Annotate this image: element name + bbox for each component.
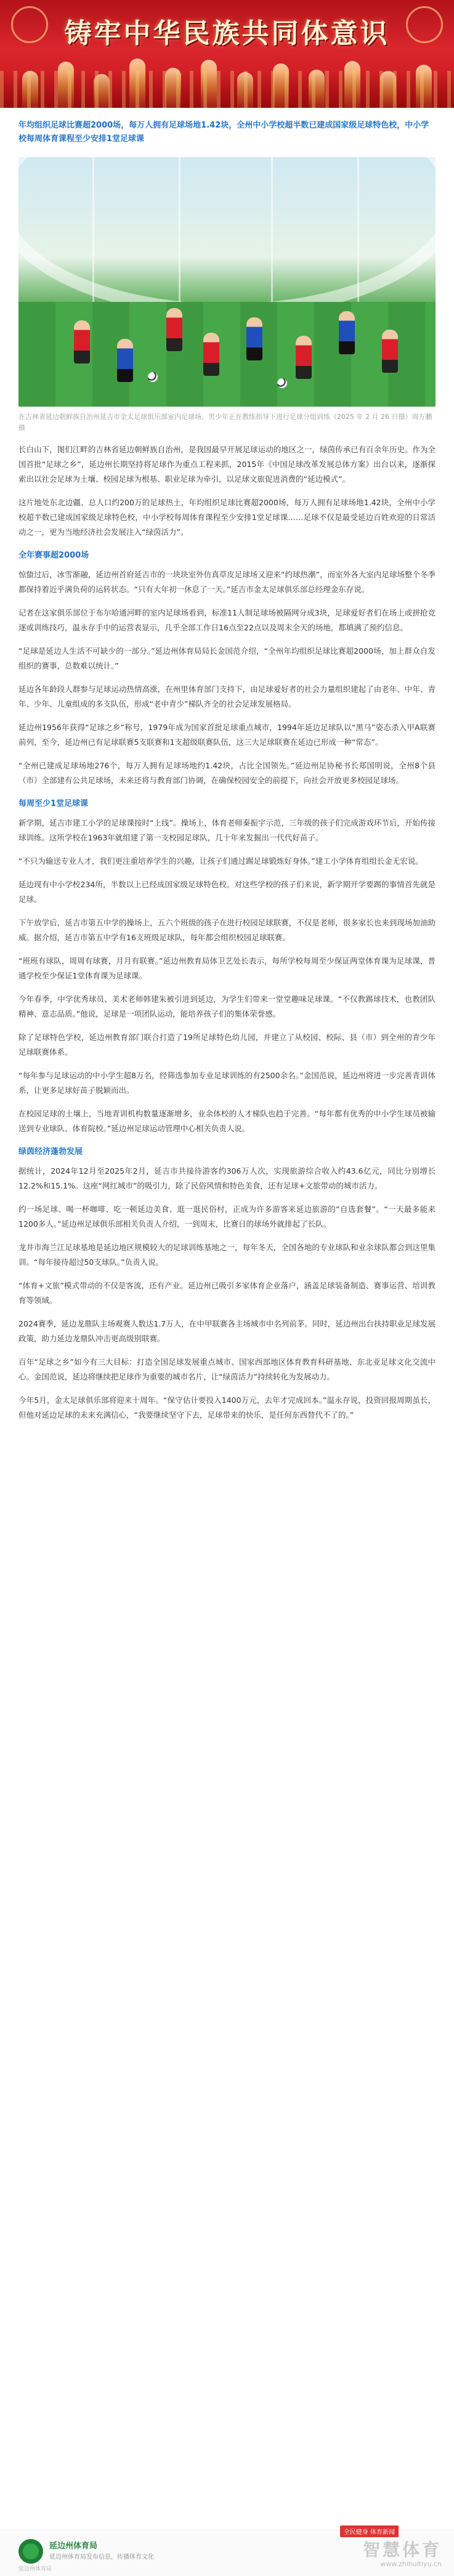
section-paragraph: 2024赛季，延边龙鼎队主场观赛人数达1.7万人，在中甲联赛各主场城市中名列前茅。同时，延边州出台扶持职业足球发展政策，助力延边龙鼎队冲击更高级别联赛。 xyxy=(18,1319,436,1343)
section-paragraph: 龙井市海兰江足球基地是延边地区规模较大的足球训练基地之一，每年冬天，全国各地的专业球队和业余球队都会到这里集训。“每年接待超过50支球队。”负责人说。 xyxy=(18,1243,436,1267)
section-paragraph: 延边各年龄段人群参与足球运动热情高涨，在州里体育部门支持下，由足球爱好者的社会力量组织建起了由老年、中年、青年、少年、儿童组成的多支队伍，形成“老中青少”梯队齐全的社会足球发展格局。 xyxy=(18,685,436,709)
section-heading: 绿茵经济蓬勃发展 xyxy=(18,1147,83,1156)
intro-paragraph: 这片地处东北边疆、总人口约200万的足球热土，年均组织足球比赛超2000场，每万人拥有足球场地1.42块，全州中小学校超半数已建成国家级足球特色校，中小学校每周体育课程至少安排1堂足球课……足球不仅是最受延边百姓欢迎的日常活动之一，更为当地经济社会发展注入“绿茵活力”。 xyxy=(18,498,436,537)
article-lead: 年均组织足球比赛超2000场，每万人拥有足球场地1.42块，全州中小学校超半数已建成国家级足球特色校，中小学校每周体育课程至少安排1堂足球课 xyxy=(18,121,429,144)
section-paragraph: “不只为输送专业人才，我们更注重培养学生的兴趣，让孩子们通过踢足球锻炼好身体。”建工小学体育组组长金无宏说。 xyxy=(18,856,423,866)
section-paragraph: 据统计，2024年12月至2025年2月，延吉市共接待游客约306万人次，实现旅游综合收入约43.6亿元，同比分别增长12.2%和15.1%。这座“网红城市”的吸引力，除了民俗风情和特色美食，还有足球+文旅带动的城市活力。 xyxy=(18,1166,436,1190)
section-paragraph: “全州已建成足球场地276个，每万人拥有足球场地约1.42块，占比全国领先。”延边州足协秘书长郑国明说，全州8个县（市）全部建有公共足球场，未来还将与教育部门协调，在确保校园安全的前提下，向社会开放更多校园足球场。 xyxy=(18,761,436,785)
intro-paragraphs xyxy=(0,442,454,540)
section-paragraph: 百年“足球之乡”如今有三大目标：打造全国足球发展重点城市、国家西部地区体育教育科研基地、东北亚足球文化交流中心。金国范说，延边将继续把足球作为重要的城市名片，让“绿茵活力”持续转化为发展动力。 xyxy=(18,1357,436,1381)
section-paragraph: 新学期，延吉市建工小学的足球课按时“上线”。操场上，体育老师秦振宇示范，三年级的孩子们完成游戏环节后，开始传接球训练。这所学校在1963年就组建了第一支校园足球队，几十年来发掘出一代代好苗子。 xyxy=(18,818,436,842)
org-subtitle: 延边州体育局发布信息，传播体育文化 xyxy=(49,2554,154,2561)
section-paragraph: “体育+文旅”模式带动的不仅是客流，还有产业。延边州已吸引多家体育企业落户，涵盖足球装备制造、赛事运营、培训教育等领域。 xyxy=(18,1281,436,1305)
section-heading: 全年赛事超2000场 xyxy=(18,551,89,560)
section-paragraph: 约一场足球、喝一杯咖啡、吃一顿延边美食、逛一逛民俗村，正成为许多游客来延边旅游的“自选套餐”。“一天最多能来1200多人。”延边州足球俱乐部相关负责人介绍，一到周末，比赛日的球场外就排起了长队。 xyxy=(18,1205,436,1229)
section-heading: 每周至少1堂足球课 xyxy=(18,799,89,808)
share-tag[interactable]: 全民健身 体育新闻 xyxy=(340,2525,399,2537)
section-paragraph: 延边现有中小学校234所，半数以上已经成国家级足球特色校。对这些学校的孩子们来说，新学期开学要踢的事情首先就是足球。 xyxy=(18,880,436,904)
org-logo-icon xyxy=(18,2539,43,2564)
section-paragraph: 在校园足球的土壤上，当地青训机构数量逐渐增多，业余体校的人才梯队也趋于完善。“每年都有优秀的中小学生球员被输送到专业球队、体育院校。”延边州足球运动管理中心相关负责人说。 xyxy=(18,1109,436,1133)
section-paragraph: “班班有球队，周周有球赛，月月有联赛。”延边州教育局体卫艺处长表示，每所学校每周至少保证两堂体育课为足球课，普通学校至少保证1堂体育课为足球课。 xyxy=(18,956,436,980)
section-paragraph: “每年参与足球运动的中小学生超8万名，经筛选参加专业足球训练的有2500余名。”金国范说，延边州将进一步完善青训体系，让更多足球好苗子脱颖而出。 xyxy=(18,1071,436,1095)
watermark: 智慧体育 xyxy=(362,2540,442,2560)
intro-paragraph: 长白山下，图们江畔的吉林省延边朝鲜族自治州，是我国最早开展足球运动的地区之一，绿茵传承已有百余年历史。作为全国首批“足球之乡”，延边州长期坚持将足球作为重点工程来抓，2015年《中国足球改革发展总体方案》出台以来，逐渐探索出以社会足球为土壤、校园足球为根基、职业足球为牵引，以足球文旅促进消费的“延边模式”。 xyxy=(18,445,436,484)
footer-note: 延边州体育局 xyxy=(18,2566,52,2572)
banner-pattern xyxy=(0,71,454,108)
section-paragraph: 延边州1956年获得“足球之乡”称号，1979年成为国家首批足球重点城市，1994年延边足球队以“黑马”姿态杀入甲A联赛前列，至今，延边州已有足球联赛5支联赛和1支超级联赛队伍，这三大足球联赛在延边已形成一种“常态”。 xyxy=(18,723,436,747)
section-paragraph: 除了足球特色学校，延边州教育部门联合打造了19所足球特色幼儿园，并建立了从校园、校际、县（市）到全州的青少年足球联赛体系。 xyxy=(18,1033,436,1057)
article-photo xyxy=(18,157,436,407)
article-sections xyxy=(0,548,454,1423)
watermark-url: www.zhihuitiyu.cn xyxy=(380,2560,442,2568)
banner xyxy=(0,0,454,108)
section-paragraph: 下午放学后，延吉市第五中学的操场上，五六个班级的孩子在进行校园足球联赛，不仅是老师，很多家长也来到现场加油助威。据介绍，延吉市第五中学有16支班级足球队，每年都会组织校园足球联赛。 xyxy=(18,918,436,942)
banner-title: 铸牢中华民族共同体意识 xyxy=(64,18,390,49)
section-paragraph: 记者在这家俱乐部位于布尔哈通河畔的室内足球场看到，标准11人制足球场被隔网分成3块，足球爱好者们在场上或拼抢竞逐或训练技巧，温永存手中的运营表显示，几乎全部工作日16点至22点以及周末全天的场地，都填满了预约信息。 xyxy=(18,608,436,632)
section-paragraph: “足球是延边人生活不可缺少的一部分。”延边州体育局局长金国范介绍，“全州年均组织足球比赛超2000场，加上群众自发组织的赛事，总数难以统计。” xyxy=(18,646,436,670)
org-name[interactable]: 延边州体育局 xyxy=(49,2541,98,2551)
section-paragraph: 今年5月，金太足球俱乐部将迎来十周年。“保守估计要投入1400万元，去年才完成回本。”温永存说，投资回报周期虽长，但他对延边足球的未来充满信心，“我要继续坚守下去，足球带来的快乐，是任何东西替代不了的。” xyxy=(18,1396,436,1420)
section-paragraph: 惊蛰过后，冰雪渐融，延边州首府延吉市的一块块室外仿真草皮足球场又迎来“约球热潮”，而室外各大室内足球场整个冬季都保持着近乎满负荷的运转状态。“只有大年初一休息了一天。”延吉市金太足球俱乐部总经理金东存说。 xyxy=(18,570,436,594)
photo-caption: 在吉林省延边朝鲜族自治州延吉市金太足球俱乐部室内足球场，男少年正在教练指导下进行足球分组训练（2025 年 2 月 26 日摄）周万鹏摄 xyxy=(18,413,432,432)
section-paragraph: 今年春季，中学优秀球员、美术老师韩建朱被引进到延边，为学生们带来一堂堂趣味足球课。“不仅教踢球技术，也教团队精神、意志品质。”他说，足球是一项团队运动，能培养孩子们的集体荣誉感。 xyxy=(18,994,436,1018)
page-footer xyxy=(0,2530,454,2576)
